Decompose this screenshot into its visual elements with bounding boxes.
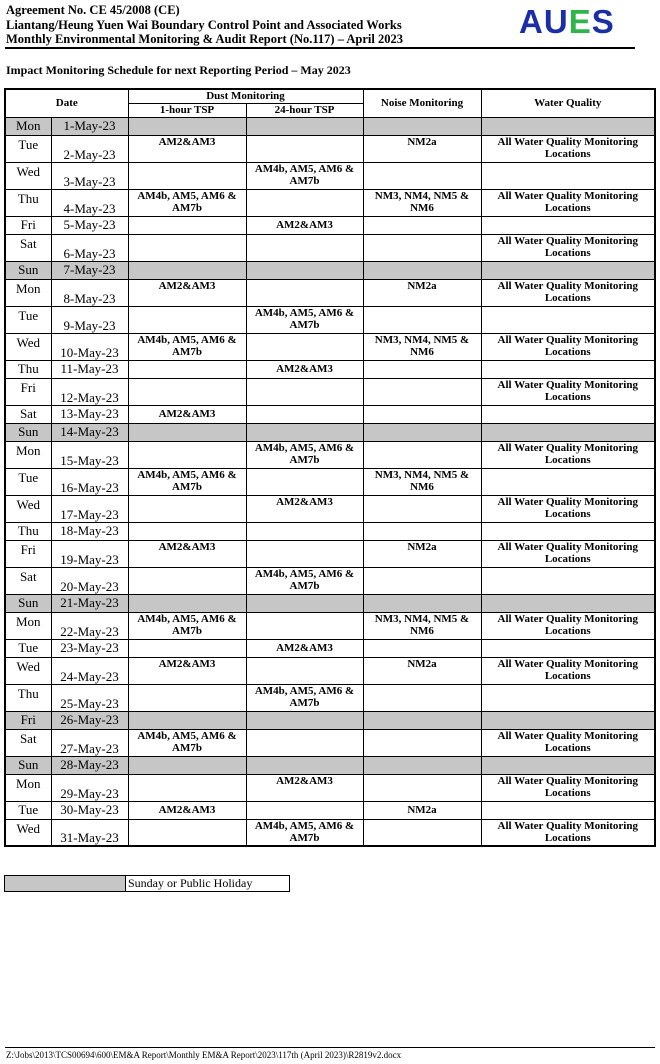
table-row bbox=[5, 684, 655, 711]
table-row bbox=[5, 405, 655, 423]
tsp-24hour-cell bbox=[246, 468, 363, 495]
tsp-1hour-cell: AM4b, AM5, AM6 & AM7b bbox=[128, 333, 246, 360]
table-row bbox=[5, 819, 655, 846]
day-cell: Thu bbox=[5, 522, 51, 540]
date-cell: 31-May-23 bbox=[51, 819, 128, 846]
legend bbox=[4, 875, 290, 892]
schedule-title: Impact Monitoring Schedule for next Reporting Period – May 2023 bbox=[6, 63, 351, 77]
date-cell: 21-May-23 bbox=[51, 594, 128, 612]
tsp-1hour-cell: AM2&AM3 bbox=[128, 279, 246, 306]
table-row bbox=[5, 774, 655, 801]
tsp-1hour-cell bbox=[128, 117, 246, 135]
tsp-1hour-cell bbox=[128, 774, 246, 801]
water-quality-cell: All Water Quality Monitoring Locations bbox=[481, 189, 655, 216]
tsp-1hour-cell bbox=[128, 711, 246, 729]
day-cell: Sun bbox=[5, 756, 51, 774]
table-row bbox=[5, 711, 655, 729]
tsp-24hour-cell: AM2&AM3 bbox=[246, 639, 363, 657]
date-cell: 23-May-23 bbox=[51, 639, 128, 657]
tsp-1hour-cell: AM4b, AM5, AM6 & AM7b bbox=[128, 189, 246, 216]
tsp-1hour-cell: AM2&AM3 bbox=[128, 405, 246, 423]
noise-cell bbox=[363, 162, 481, 189]
date-cell: 9-May-23 bbox=[51, 306, 128, 333]
day-cell: Thu bbox=[5, 360, 51, 378]
water-quality-cell: All Water Quality Monitoring Locations bbox=[481, 441, 655, 468]
date-cell: 16-May-23 bbox=[51, 468, 128, 495]
tsp-24hour-cell bbox=[246, 333, 363, 360]
day-cell: Mon bbox=[5, 774, 51, 801]
water-quality-cell: All Water Quality Monitoring Locations bbox=[481, 540, 655, 567]
water-quality-cell: All Water Quality Monitoring Locations bbox=[481, 135, 655, 162]
day-cell: Wed bbox=[5, 495, 51, 522]
table-row bbox=[5, 216, 655, 234]
noise-cell bbox=[363, 774, 481, 801]
date-cell: 24-May-23 bbox=[51, 657, 128, 684]
noise-monitoring-header: Noise Monitoring bbox=[363, 89, 481, 117]
day-cell: Mon bbox=[5, 279, 51, 306]
header-divider bbox=[5, 47, 635, 49]
date-header: Date bbox=[5, 89, 128, 117]
day-cell: Tue bbox=[5, 306, 51, 333]
water-quality-cell bbox=[481, 567, 655, 594]
water-quality-cell: All Water Quality Monitoring Locations bbox=[481, 495, 655, 522]
tsp-24hour-cell bbox=[246, 711, 363, 729]
tsp-1hour-cell bbox=[128, 819, 246, 846]
water-quality-cell: All Water Quality Monitoring Locations bbox=[481, 729, 655, 756]
water-quality-cell bbox=[481, 216, 655, 234]
noise-cell bbox=[363, 117, 481, 135]
table-row bbox=[5, 729, 655, 756]
tsp-24hour-cell bbox=[246, 729, 363, 756]
aues-logo: AUES bbox=[519, 3, 615, 40]
tsp-24hour-cell: AM4b, AM5, AM6 & AM7b bbox=[246, 567, 363, 594]
date-cell: 7-May-23 bbox=[51, 261, 128, 279]
noise-cell: NM3, NM4, NM5 & NM6 bbox=[363, 468, 481, 495]
tsp-24hour-cell bbox=[246, 117, 363, 135]
table-row bbox=[5, 756, 655, 774]
day-cell: Thu bbox=[5, 684, 51, 711]
tsp-24hour-cell bbox=[246, 234, 363, 261]
water-quality-cell bbox=[481, 405, 655, 423]
day-cell: Tue bbox=[5, 639, 51, 657]
date-cell: 11-May-23 bbox=[51, 360, 128, 378]
date-cell: 18-May-23 bbox=[51, 522, 128, 540]
tsp-24hour-cell: AM2&AM3 bbox=[246, 495, 363, 522]
tsp-24hour-cell bbox=[246, 378, 363, 405]
date-cell: 13-May-23 bbox=[51, 405, 128, 423]
date-cell: 15-May-23 bbox=[51, 441, 128, 468]
tsp-1hour-cell: AM4b, AM5, AM6 & AM7b bbox=[128, 612, 246, 639]
noise-cell bbox=[363, 711, 481, 729]
day-cell: Wed bbox=[5, 657, 51, 684]
tsp-24hour-cell bbox=[246, 540, 363, 567]
noise-cell bbox=[363, 360, 481, 378]
table-row bbox=[5, 540, 655, 567]
tsp-24hour-cell: AM2&AM3 bbox=[246, 216, 363, 234]
tsp-1hour-cell: AM4b, AM5, AM6 & AM7b bbox=[128, 468, 246, 495]
table-row bbox=[5, 495, 655, 522]
tsp-1hour-cell: AM2&AM3 bbox=[128, 801, 246, 819]
tsp-1hour-cell: AM2&AM3 bbox=[128, 540, 246, 567]
tsp-1hour-cell bbox=[128, 594, 246, 612]
date-cell: 1-May-23 bbox=[51, 117, 128, 135]
date-cell: 6-May-23 bbox=[51, 234, 128, 261]
tsp-24hour-cell bbox=[246, 261, 363, 279]
tsp-1hour-cell: AM2&AM3 bbox=[128, 135, 246, 162]
table-row bbox=[5, 801, 655, 819]
tsp-24hour-cell: AM4b, AM5, AM6 & AM7b bbox=[246, 306, 363, 333]
tsp-24hour-cell: AM4b, AM5, AM6 & AM7b bbox=[246, 441, 363, 468]
noise-cell: NM2a bbox=[363, 657, 481, 684]
water-quality-cell bbox=[481, 684, 655, 711]
tsp-1hour-cell bbox=[128, 423, 246, 441]
tsp-1hour-cell bbox=[128, 567, 246, 594]
date-cell: 27-May-23 bbox=[51, 729, 128, 756]
water-quality-cell bbox=[481, 639, 655, 657]
water-quality-cell bbox=[481, 117, 655, 135]
tsp-24hour-cell bbox=[246, 801, 363, 819]
tsp-1hour-cell bbox=[128, 306, 246, 333]
tsp-1hour-cell bbox=[128, 378, 246, 405]
tsp-24hour-cell bbox=[246, 657, 363, 684]
day-cell: Sun bbox=[5, 594, 51, 612]
day-cell: Wed bbox=[5, 333, 51, 360]
noise-cell: NM3, NM4, NM5 & NM6 bbox=[363, 612, 481, 639]
tsp-1hour-cell bbox=[128, 261, 246, 279]
tsp-24hour-cell bbox=[246, 423, 363, 441]
noise-cell bbox=[363, 405, 481, 423]
tsp-1hour-header: 1-hour TSP bbox=[128, 103, 246, 117]
table-row bbox=[5, 135, 655, 162]
day-cell: Sat bbox=[5, 567, 51, 594]
water-quality-cell bbox=[481, 522, 655, 540]
tsp-24hour-cell bbox=[246, 522, 363, 540]
date-cell: 4-May-23 bbox=[51, 189, 128, 216]
day-cell: Tue bbox=[5, 135, 51, 162]
day-cell: Sat bbox=[5, 234, 51, 261]
noise-cell bbox=[363, 684, 481, 711]
noise-cell bbox=[363, 639, 481, 657]
day-cell: Fri bbox=[5, 216, 51, 234]
tsp-1hour-cell bbox=[128, 684, 246, 711]
tsp-1hour-cell bbox=[128, 522, 246, 540]
noise-cell bbox=[363, 441, 481, 468]
noise-cell bbox=[363, 378, 481, 405]
water-quality-header: Water Quality bbox=[481, 89, 655, 117]
table-row bbox=[5, 117, 655, 135]
day-cell: Sat bbox=[5, 405, 51, 423]
table-row bbox=[5, 522, 655, 540]
date-cell: 17-May-23 bbox=[51, 495, 128, 522]
table-row bbox=[5, 567, 655, 594]
project-title: Liantang/Heung Yuen Wai Boundary Control Point and Associated Works bbox=[6, 17, 402, 32]
noise-cell: NM3, NM4, NM5 & NM6 bbox=[363, 189, 481, 216]
water-quality-cell bbox=[481, 261, 655, 279]
water-quality-cell: All Water Quality Monitoring Locations bbox=[481, 333, 655, 360]
day-cell: Fri bbox=[5, 378, 51, 405]
tsp-24hour-cell bbox=[246, 756, 363, 774]
schedule-body bbox=[5, 117, 655, 846]
tsp-1hour-cell: AM4b, AM5, AM6 & AM7b bbox=[128, 729, 246, 756]
report-title: Monthly Environmental Monitoring & Audit Report (No.117) – April 2023 bbox=[6, 32, 404, 46]
table-row bbox=[5, 441, 655, 468]
day-cell: Mon bbox=[5, 612, 51, 639]
day-cell: Wed bbox=[5, 819, 51, 846]
tsp-1hour-cell bbox=[128, 495, 246, 522]
noise-cell bbox=[363, 567, 481, 594]
date-cell: 5-May-23 bbox=[51, 216, 128, 234]
legend-swatch bbox=[5, 876, 126, 891]
table-row bbox=[5, 360, 655, 378]
water-quality-cell: All Water Quality Monitoring Locations bbox=[481, 234, 655, 261]
tsp-1hour-cell: AM2&AM3 bbox=[128, 657, 246, 684]
noise-cell: NM3, NM4, NM5 & NM6 bbox=[363, 333, 481, 360]
noise-cell bbox=[363, 234, 481, 261]
tsp-24hour-cell: AM4b, AM5, AM6 & AM7b bbox=[246, 819, 363, 846]
water-quality-cell: All Water Quality Monitoring Locations bbox=[481, 279, 655, 306]
noise-cell bbox=[363, 216, 481, 234]
date-cell: 8-May-23 bbox=[51, 279, 128, 306]
date-cell: 28-May-23 bbox=[51, 756, 128, 774]
day-cell: Tue bbox=[5, 801, 51, 819]
noise-cell bbox=[363, 756, 481, 774]
noise-cell: NM2a bbox=[363, 279, 481, 306]
water-quality-cell: All Water Quality Monitoring Locations bbox=[481, 612, 655, 639]
tsp-24hour-cell bbox=[246, 405, 363, 423]
noise-cell bbox=[363, 423, 481, 441]
date-cell: 12-May-23 bbox=[51, 378, 128, 405]
day-cell: Mon bbox=[5, 117, 51, 135]
tsp-1hour-cell bbox=[128, 756, 246, 774]
tsp-24hour-cell bbox=[246, 594, 363, 612]
tsp-24hour-cell: AM2&AM3 bbox=[246, 774, 363, 801]
day-cell: Thu bbox=[5, 189, 51, 216]
noise-cell: NM2a bbox=[363, 801, 481, 819]
tsp-24hour-cell: AM2&AM3 bbox=[246, 360, 363, 378]
water-quality-cell bbox=[481, 711, 655, 729]
table-row bbox=[5, 333, 655, 360]
date-cell: 26-May-23 bbox=[51, 711, 128, 729]
day-cell: Mon bbox=[5, 441, 51, 468]
tsp-1hour-cell bbox=[128, 441, 246, 468]
water-quality-cell: All Water Quality Monitoring Locations bbox=[481, 774, 655, 801]
date-cell: 10-May-23 bbox=[51, 333, 128, 360]
water-quality-cell: All Water Quality Monitoring Locations bbox=[481, 378, 655, 405]
table-row bbox=[5, 378, 655, 405]
date-cell: 20-May-23 bbox=[51, 567, 128, 594]
agreement-number: Agreement No. CE 45/2008 (CE) bbox=[6, 3, 180, 17]
date-cell: 22-May-23 bbox=[51, 612, 128, 639]
day-cell: Sat bbox=[5, 729, 51, 756]
water-quality-cell: All Water Quality Monitoring Locations bbox=[481, 657, 655, 684]
date-cell: 3-May-23 bbox=[51, 162, 128, 189]
water-quality-cell bbox=[481, 468, 655, 495]
noise-cell bbox=[363, 819, 481, 846]
water-quality-cell bbox=[481, 306, 655, 333]
water-quality-cell bbox=[481, 594, 655, 612]
day-cell: Sun bbox=[5, 423, 51, 441]
tsp-24hour-cell bbox=[246, 279, 363, 306]
table-row bbox=[5, 612, 655, 639]
footer-divider bbox=[5, 1047, 655, 1048]
noise-cell: NM2a bbox=[363, 135, 481, 162]
tsp-24hour-cell bbox=[246, 189, 363, 216]
tsp-24hour-header: 24-hour TSP bbox=[246, 103, 363, 117]
noise-cell bbox=[363, 522, 481, 540]
table-row bbox=[5, 162, 655, 189]
table-row bbox=[5, 306, 655, 333]
water-quality-cell bbox=[481, 162, 655, 189]
water-quality-cell bbox=[481, 756, 655, 774]
noise-cell bbox=[363, 729, 481, 756]
tsp-1hour-cell bbox=[128, 162, 246, 189]
document-header bbox=[6, 3, 403, 47]
table-row bbox=[5, 261, 655, 279]
tsp-24hour-cell: AM4b, AM5, AM6 & AM7b bbox=[246, 684, 363, 711]
table-row bbox=[5, 468, 655, 495]
dust-monitoring-header: Dust Monitoring bbox=[128, 89, 363, 103]
tsp-24hour-cell bbox=[246, 612, 363, 639]
noise-cell: NM2a bbox=[363, 540, 481, 567]
tsp-1hour-cell bbox=[128, 639, 246, 657]
tsp-1hour-cell bbox=[128, 234, 246, 261]
water-quality-cell bbox=[481, 360, 655, 378]
date-cell: 29-May-23 bbox=[51, 774, 128, 801]
day-cell: Fri bbox=[5, 711, 51, 729]
date-cell: 14-May-23 bbox=[51, 423, 128, 441]
date-cell: 30-May-23 bbox=[51, 801, 128, 819]
date-cell: 25-May-23 bbox=[51, 684, 128, 711]
noise-cell bbox=[363, 261, 481, 279]
table-row bbox=[5, 234, 655, 261]
tsp-1hour-cell bbox=[128, 216, 246, 234]
table-row bbox=[5, 189, 655, 216]
water-quality-cell: All Water Quality Monitoring Locations bbox=[481, 819, 655, 846]
table-row bbox=[5, 594, 655, 612]
day-cell: Sun bbox=[5, 261, 51, 279]
day-cell: Fri bbox=[5, 540, 51, 567]
tsp-1hour-cell bbox=[128, 360, 246, 378]
noise-cell bbox=[363, 306, 481, 333]
tsp-24hour-cell bbox=[246, 135, 363, 162]
noise-cell bbox=[363, 594, 481, 612]
legend-label: Sunday or Public Holiday bbox=[128, 876, 253, 890]
table-row bbox=[5, 639, 655, 657]
water-quality-cell bbox=[481, 423, 655, 441]
file-path-footer: Z:\Jobs\2013\TCS00694\600\EM&A Report\Monthly EM&A Report\2023\117th (April 2023)\R2819v2.docx bbox=[6, 1050, 402, 1060]
table-row bbox=[5, 279, 655, 306]
monitoring-schedule-table bbox=[4, 88, 656, 847]
day-cell: Wed bbox=[5, 162, 51, 189]
noise-cell bbox=[363, 495, 481, 522]
table-row bbox=[5, 657, 655, 684]
water-quality-cell bbox=[481, 801, 655, 819]
day-cell: Tue bbox=[5, 468, 51, 495]
tsp-24hour-cell: AM4b, AM5, AM6 & AM7b bbox=[246, 162, 363, 189]
date-cell: 19-May-23 bbox=[51, 540, 128, 567]
date-cell: 2-May-23 bbox=[51, 135, 128, 162]
table-row bbox=[5, 423, 655, 441]
